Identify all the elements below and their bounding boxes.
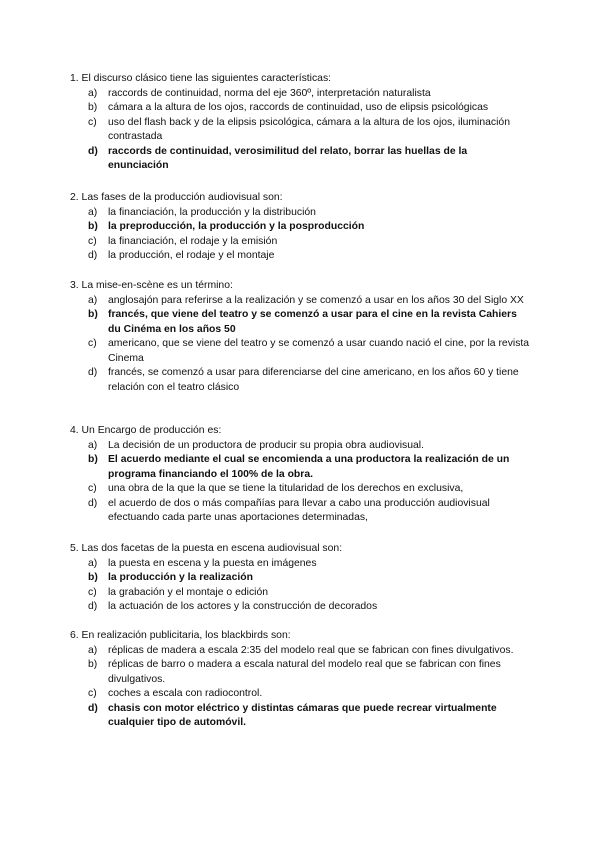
option-a: [70, 557, 530, 572]
question-title: 1. El discurso clásico tiene las siguientes características:: [70, 73, 332, 84]
option-text: una obra de la que la que se tiene la titularidad de los derechos en exclusiva,: [108, 483, 464, 494]
option-text: cámara a la altura de los ojos, raccords de continuidad, uso de elipsis psicológicas: [108, 102, 489, 113]
option-text: anglosajón para referirse a la realización y se comenzó a usar en los años 30 del Siglo XX: [108, 294, 524, 306]
option-text: la financiación, la producción y la distribución: [108, 206, 316, 218]
option-letter: b): [88, 221, 98, 232]
option-text: francés, que viene del teatro y se comenzó a usar para el cine en la revista Cahiers du Cinéma en los años 50: [108, 309, 517, 335]
question-1: [70, 72, 530, 174]
option-d: [70, 249, 530, 264]
option-b-correct: [70, 308, 530, 337]
option-c: [70, 337, 530, 366]
option-letter: b): [88, 309, 98, 320]
option-d-correct: [70, 145, 530, 174]
option-letter: d): [88, 702, 98, 714]
option-letter: b): [88, 572, 98, 583]
option-letter: c): [88, 116, 97, 128]
option-c: [70, 235, 530, 250]
option-letter: b): [88, 659, 98, 670]
option-text: la preproducción, la producción y la posproducción: [108, 221, 365, 232]
option-letter: a): [88, 439, 98, 451]
option-b-correct: [70, 220, 530, 235]
option-text: El acuerdo mediante el cual se encomienda a una productora la realización de un programa financiando el 100% de la obra.: [108, 454, 510, 480]
option-d: [70, 497, 530, 526]
option-letter: d): [88, 145, 98, 157]
option-text: uso del flash back y de la elipsis psicológica, cámara a la altura de los ojos, iluminación contrastada: [108, 116, 510, 142]
option-a: [70, 206, 530, 221]
option-text: la actuación de los actores y la construcción de decorados: [108, 601, 378, 612]
option-text: coches a escala con radiocontrol.: [108, 688, 263, 699]
option-letter: a): [88, 644, 98, 656]
option-letter: a): [88, 87, 98, 99]
option-letter: c): [88, 483, 97, 494]
option-d-correct: [70, 702, 530, 731]
option-text: réplicas de barro o madera a escala natural del modelo real que se fabrican con fines divulgativos.: [108, 659, 501, 685]
option-text: francés, se comenzó a usar para diferenciarse del cine americano, en los años 60 y tiene relación con el teatro clásico: [108, 367, 519, 393]
question-6: [70, 629, 530, 731]
option-d: [70, 366, 530, 395]
option-b: [70, 101, 530, 116]
option-letter: a): [88, 557, 98, 569]
option-text: la producción, el rodaje y el montaje: [108, 250, 275, 261]
option-letter: b): [88, 102, 98, 113]
option-text: la producción y la realización: [108, 572, 253, 583]
option-text: raccords de continuidad, verosimilitud del relato, borrar las huellas de la enunciación: [108, 145, 468, 171]
option-a: [70, 439, 530, 454]
option-letter: b): [88, 454, 98, 465]
question-title: 4. Un Encargo de producción es:: [70, 425, 222, 436]
option-c: [70, 586, 530, 601]
option-text: chasis con motor eléctrico y distintas cámaras que puede recrear virtualmente cualquier tipo de automóvil.: [108, 702, 497, 728]
option-a: [70, 644, 530, 659]
option-letter: c): [88, 586, 97, 598]
option-a: [70, 294, 530, 309]
question-4: [70, 424, 530, 526]
option-c: [70, 482, 530, 497]
option-text: la puesta en escena y la puesta en imágenes: [108, 557, 317, 569]
option-text: la financiación, el rodaje y la emisión: [108, 235, 278, 247]
option-c: [70, 687, 530, 702]
option-letter: c): [88, 688, 97, 699]
option-text: La decisión de un productora de producir su propia obra audiovisual.: [108, 439, 424, 451]
option-b-correct: [70, 571, 530, 586]
option-letter: d): [88, 367, 98, 378]
question-title: 6. En realización publicitaria, los blackbirds son:: [70, 630, 291, 641]
question-title: 2. Las fases de la producción audiovisual son:: [70, 192, 283, 203]
option-c: [70, 116, 530, 145]
option-text: el acuerdo de dos o más compañías para llevar a cabo una producción audiovisual efectuando cada parte unas aportaciones determinadas,: [108, 497, 490, 523]
option-letter: d): [88, 601, 98, 612]
option-letter: a): [88, 294, 98, 306]
option-letter: c): [88, 338, 97, 349]
option-text: réplicas de madera a escala 2:35 del modelo real que se fabrican con fines divulgativos.: [108, 644, 514, 656]
question-title: 5. Las dos facetas de la puesta en escena audiovisual son:: [70, 543, 343, 554]
option-letter: a): [88, 206, 98, 218]
option-b-correct: [70, 453, 530, 482]
option-a: [70, 87, 530, 102]
question-5: [70, 542, 530, 615]
question-title: 3. La mise-en-scène es un término:: [70, 280, 233, 291]
option-letter: d): [88, 497, 98, 509]
option-letter: c): [88, 235, 97, 247]
option-letter: d): [88, 250, 98, 261]
option-text: raccords de continuidad, norma del eje 360º, interpretación naturalista: [108, 87, 431, 99]
option-b: [70, 658, 530, 687]
question-2: [70, 191, 530, 264]
question-3: [70, 279, 530, 395]
option-text: americano, que se viene del teatro y se comenzó a usar cuando nació el cine, por la revista Cinema: [108, 338, 530, 364]
option-text: la grabación y el montaje o edición: [108, 586, 268, 598]
option-d: [70, 600, 530, 615]
